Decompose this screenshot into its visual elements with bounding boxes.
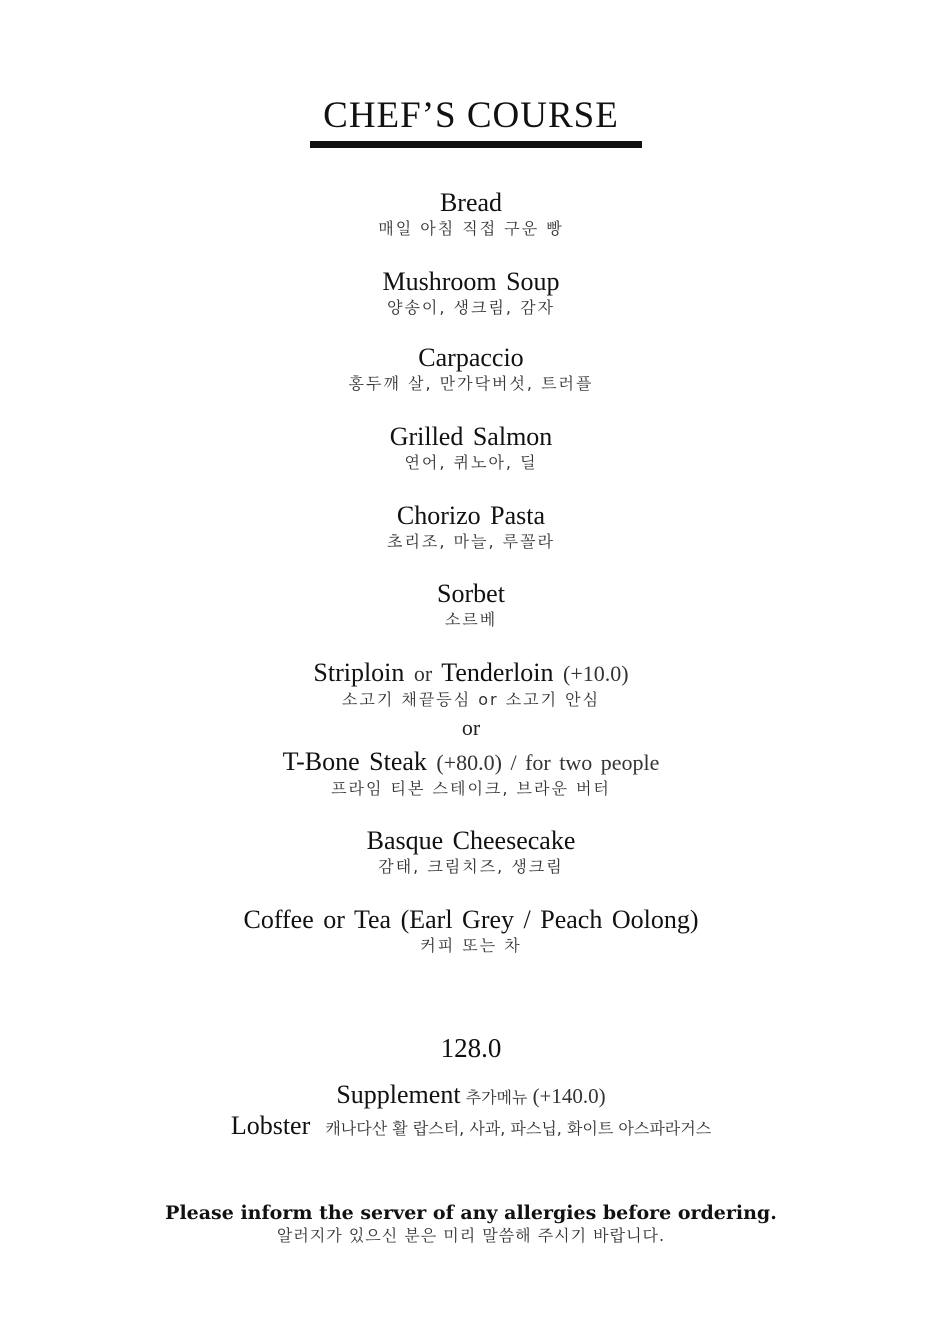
lobster-name: Lobster	[230, 1111, 311, 1140]
dish-name	[0, 747, 942, 778]
dish-name: Bread	[439, 188, 503, 217]
dish-description: 양송이, 생크림, 감자	[387, 298, 555, 317]
course-carpaccio	[0, 343, 942, 395]
dish-description: 커피 또는 차	[420, 936, 522, 955]
dish-name	[0, 658, 942, 689]
page-title: CHEF’S COURSE	[323, 95, 619, 136]
dish-description: 초리조, 마늘, 루꼴라	[387, 532, 555, 551]
course-main-steak	[0, 658, 942, 711]
dish-description: 소고기 채끝등심 or 소고기 안심	[341, 690, 601, 709]
dish-description: 소르베	[444, 610, 498, 629]
dish-name-b: Tenderloin	[441, 658, 554, 687]
dish-name: Chorizo Pasta	[396, 501, 546, 530]
supplement-label: Supplement	[336, 1080, 461, 1109]
supplement-ko: 추가메뉴	[465, 1088, 528, 1107]
dish-description: 홍두깨 살, 만가닥버섯, 트러플	[348, 374, 594, 393]
dish-name-main: T-Bone Steak	[282, 747, 427, 776]
allergy-notice-ko: 알러지가 있으신 분은 미리 말씀해 주시기 바랍니다.	[276, 1226, 666, 1245]
course-sorbet	[0, 579, 942, 631]
course-drink	[0, 905, 942, 957]
supplement-line	[0, 1080, 942, 1110]
course-mushroom-soup	[0, 267, 942, 319]
dish-description: 연어, 퀴노아, 딜	[404, 453, 538, 472]
dish-name-a: Striploin	[313, 658, 405, 687]
supplement-price: (+140.0)	[532, 1084, 606, 1108]
course-grilled-salmon	[0, 422, 942, 474]
dish-description: 매일 아침 직접 구운 빵	[378, 219, 564, 238]
or-word: or	[413, 661, 433, 686]
extra-charge: (+10.0)	[563, 661, 629, 686]
dish-name: Grilled Salmon	[389, 422, 553, 451]
dish-name: Carpaccio	[418, 343, 524, 372]
title-underline	[310, 141, 642, 148]
dish-description: 프라임 티본 스테이크, 브라운 버터	[331, 779, 611, 798]
dish-name: Mushroom Soup	[382, 267, 560, 296]
lobster-line	[0, 1111, 942, 1141]
course-dessert	[0, 826, 942, 878]
course-price: 128.0	[440, 1033, 502, 1063]
allergy-notice	[0, 1201, 942, 1247]
dish-name: Basque Cheesecake	[366, 826, 576, 855]
course-tbone	[0, 747, 942, 800]
allergy-notice-en: Please inform the server of any allergies before ordering.	[165, 1202, 777, 1224]
or-separator: or	[461, 715, 481, 740]
course-bread	[0, 188, 942, 240]
dish-name: Sorbet	[437, 579, 505, 608]
course-chorizo-pasta	[0, 501, 942, 553]
extra-charge: (+80.0) / for two people	[436, 750, 660, 775]
lobster-description: 캐나다산 활 랍스터, 사과, 파스닙, 화이트 아스파라거스	[325, 1119, 712, 1138]
dish-name: Coffee or Tea (Earl Grey / Peach Oolong)	[243, 905, 699, 934]
dish-description: 감태, 크림치즈, 생크림	[378, 857, 564, 876]
